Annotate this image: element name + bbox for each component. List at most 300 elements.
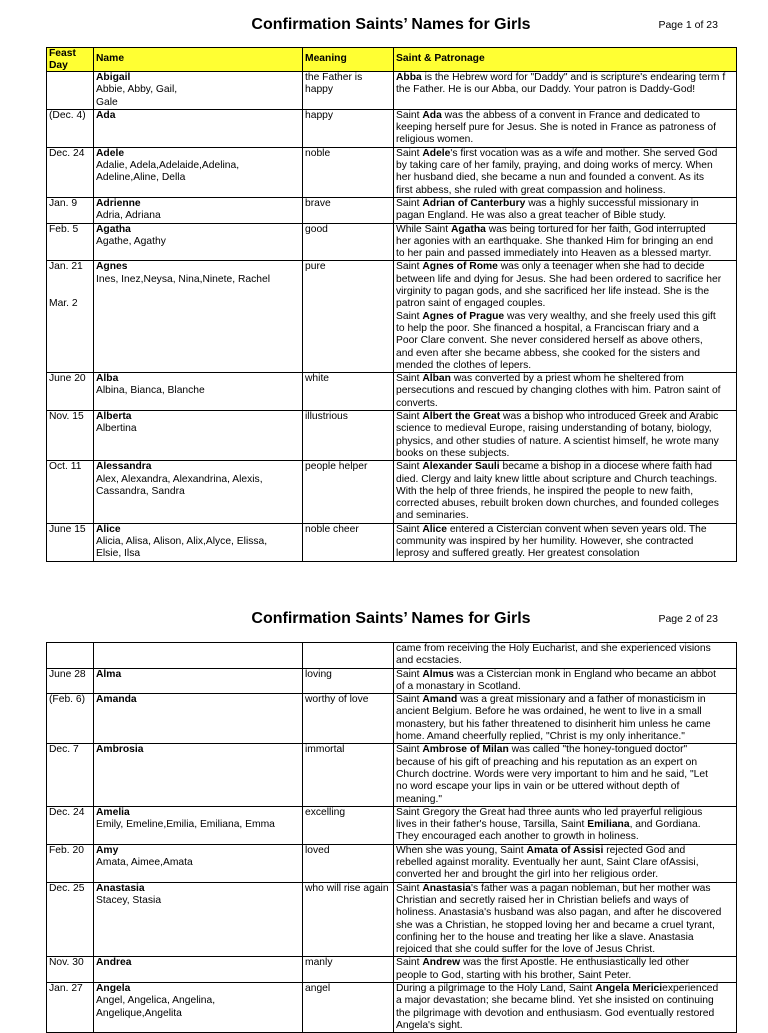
patronage-text: was a bishop who introduced Greek and Arabic <box>500 411 719 423</box>
saint-name: Andrea <box>96 957 132 969</box>
saint-name-bold: Agatha <box>450 223 486 235</box>
patronage-line <box>396 944 734 956</box>
saint-name: Ambrosia <box>96 744 144 756</box>
patronage-line <box>396 819 734 831</box>
meaning-text: white <box>305 373 330 385</box>
patronage-cell <box>394 147 737 197</box>
meaning-cell <box>303 223 394 261</box>
patronage-text: corrected abuses, rebuilt broken down churches, and founded colleges <box>396 498 719 510</box>
table-row <box>47 147 737 197</box>
name-variants: Amata, Aimee,Amata <box>96 857 193 869</box>
table-row <box>47 373 737 411</box>
feast-day-cell <box>47 882 94 957</box>
patronage-line <box>396 261 734 273</box>
feast-day-cell <box>47 373 94 411</box>
meaning-cell <box>303 261 394 373</box>
patronage-text: holiness. Anastasia's husband was also pagan, and after he discovered <box>396 907 722 919</box>
patronage-line <box>396 398 734 410</box>
patronage-line <box>396 510 734 522</box>
saint-name-bold: Emiliana <box>587 819 630 831</box>
patronage-text: her husband died, she became a nun and founded a convent. As its <box>396 172 704 184</box>
feast-day: Feb. 20 <box>49 844 84 856</box>
patronage-text: patron saint of engaged couples. <box>396 298 546 310</box>
patronage-line <box>396 524 734 536</box>
header-meaning: Meaning <box>303 48 394 72</box>
patronage-line <box>396 185 734 197</box>
patronage-text: people to God, starting with his brother, Saint Peter. <box>396 969 632 981</box>
patronage-text: They encouraged each another to growth in holiness. <box>396 831 639 843</box>
patronage-text: was the first Apostle. He enthusiastically led other <box>460 957 690 969</box>
table-row <box>47 668 737 694</box>
patronage-line <box>396 932 734 944</box>
patronage-text: Poor Clare convent. She never considered herself as above others, <box>396 335 703 347</box>
patronage-text: home. Amand cheerfully replied, "Christ is my only inheritance." <box>396 731 685 743</box>
patronage-line <box>396 669 734 681</box>
patronage-line <box>396 769 734 781</box>
patronage-line <box>396 995 734 1007</box>
feast-day-cell <box>47 197 94 223</box>
patronage-text: monastery, but his father threatened to disinherit him unless he came <box>396 718 711 730</box>
table-row <box>47 411 737 461</box>
name-cell <box>94 744 303 806</box>
saint-name: Alice <box>96 523 121 535</box>
table-header-row <box>47 48 737 72</box>
patronage-text: between life and dying for Jesus. She had been ordered to sacrifice her <box>396 273 722 285</box>
patronage-line <box>396 643 734 655</box>
name-cell <box>94 668 303 694</box>
patronage-text: experienced <box>662 983 719 995</box>
patronage-text: became a bishop in a diocese where faith had <box>499 461 712 473</box>
feast-day: Jan. 9 <box>49 197 78 209</box>
patronage-cell <box>394 744 737 806</box>
patronage-text: Saint <box>396 261 423 273</box>
patronage-text: When she was young, Saint <box>396 844 527 856</box>
patronage-line <box>396 423 734 435</box>
patronage-line <box>396 436 734 448</box>
patronage-text: Saint <box>396 373 423 385</box>
patronage-text: converted her and brought the girl into her religious order. <box>396 869 659 881</box>
patronage-line <box>396 172 734 184</box>
patronage-text: the Father. He is our Abba, our Daddy. Your patron is Daddy-God! <box>396 84 696 96</box>
patronage-text: rejoiced that she could suffer for the love of Jesus Christ. <box>396 944 656 956</box>
saint-name-bold: Ambrose of Milan <box>422 744 509 756</box>
patronage-text: Church doctrine. Words were very important to him and he said, "Let <box>396 768 708 780</box>
patronage-line <box>396 286 734 298</box>
patronage-line <box>396 274 734 286</box>
table-row <box>47 694 737 744</box>
name-cell <box>94 373 303 411</box>
saint-name-bold: Angela Merici <box>595 983 663 995</box>
patronage-text: was a Cistercian monk in England who became an abbot <box>453 668 716 680</box>
patronage-text: and seminaries. <box>396 510 469 522</box>
header-name: Name <box>94 48 303 72</box>
patronage-line <box>396 781 734 793</box>
patronage-text: books on these subjects. <box>396 447 510 459</box>
meaning-text: good <box>305 223 328 235</box>
patronage-line <box>396 160 734 172</box>
feast-day: (Feb. 6) <box>49 694 86 706</box>
feast-day-cell <box>47 806 94 844</box>
patronage-text: Saint <box>396 411 423 423</box>
patronage-text: Saint <box>396 109 423 121</box>
patronage-line <box>396 461 734 473</box>
meaning-cell <box>303 844 394 882</box>
patronage-line <box>396 84 734 96</box>
patronage-line <box>396 335 734 347</box>
name-cell <box>94 261 303 373</box>
feast-day-cell <box>47 72 94 110</box>
patronage-text: rebelled against morality. Eventually her aunt, Saint Clare ofAssisi, <box>396 857 699 869</box>
meaning-cell <box>303 523 394 561</box>
feast-day-cell <box>47 223 94 261</box>
table-row <box>47 461 737 523</box>
feast-day-spacer <box>49 274 91 286</box>
patronage-text: because of his gift of preaching and his reputation as an expert on <box>396 756 698 768</box>
saint-name-bold: Alexander Sauli <box>422 461 500 473</box>
patronage-text: a major devastation; she became blind. Yet she insisted on continuing <box>396 995 714 1007</box>
patronage-text: lives in their father's house, Tarsilla, Saint <box>396 819 588 831</box>
patronage-cell <box>394 373 737 411</box>
patronage-text: , and Gordiana. <box>629 819 701 831</box>
name-variants: Emily, Emeline,Emilia, Emiliana, Emma <box>96 819 275 831</box>
saint-name-bold: Agnes of Prague <box>422 310 505 322</box>
patronage-cell <box>394 261 737 373</box>
patronage-line <box>396 311 734 323</box>
feast-day: Nov. 30 <box>49 957 84 969</box>
patronage-line <box>396 486 734 498</box>
meaning-text: manly <box>305 957 333 969</box>
table-row <box>47 523 737 561</box>
patronage-text: of a monastary in Scotland. <box>396 680 521 692</box>
patronage-cell <box>394 461 737 523</box>
name-cell <box>94 806 303 844</box>
patronage-cell <box>394 109 737 147</box>
patronage-text: With the help of three friends, he inspired the people to new faith, <box>396 485 694 497</box>
patronage-line <box>396 706 734 718</box>
patronage-text: Saint <box>396 197 423 209</box>
patronage-line <box>396 744 734 756</box>
name-cell <box>94 72 303 110</box>
meaning-text: who will rise again <box>305 882 389 894</box>
patronage-cell <box>394 668 737 694</box>
patronage-cell <box>394 844 737 882</box>
name-cell <box>94 694 303 744</box>
patronage-text: confining her to the house and treating her like a slave. Anastasia <box>396 931 694 943</box>
name-variants: Adeline,Aline, Della <box>96 172 186 184</box>
page-number: Page 1 of 23 <box>658 19 718 31</box>
feast-day-cell <box>47 957 94 983</box>
name-cell <box>94 109 303 147</box>
patronage-line <box>396 373 734 385</box>
name-variants: Abbie, Abby, Gail, <box>96 84 178 96</box>
patronage-text: she was a Christian, he stopped loving her and became a cruel tyrant, <box>396 919 715 931</box>
name-variants: Stacey, Stasia <box>96 894 162 906</box>
saint-name-bold: Anastasia <box>422 882 471 894</box>
page-title: Confirmation Saints’ Names for Girls <box>251 16 531 33</box>
table-row <box>47 72 737 110</box>
saint-name-bold: Agnes of Rome <box>422 261 498 273</box>
feast-day: Jan. 21 <box>49 261 83 273</box>
saint-name-bold: Albert the Great <box>422 411 501 423</box>
patronage-line <box>396 794 734 806</box>
feast-day: Feb. 5 <box>49 223 79 235</box>
table-row <box>47 844 737 882</box>
name-variants: Albertina <box>96 423 137 435</box>
patronage-text: and ecstacies. <box>396 655 462 667</box>
meaning-cell <box>303 694 394 744</box>
meaning-text: loving <box>305 668 332 680</box>
patronage-text: came from receiving the Holy Eucharist, and she experienced visions <box>396 643 711 654</box>
patronage-line <box>396 323 734 335</box>
header-saint-patronage: Saint & Patronage <box>394 48 737 72</box>
patronage-line <box>396 957 734 969</box>
patronage-line <box>396 236 734 248</box>
patronage-line <box>396 498 734 510</box>
patronage-line <box>396 148 734 160</box>
patronage-text: rejected God and <box>603 844 686 856</box>
feast-day: Dec. 25 <box>49 882 85 894</box>
patronage-text: virginity to pagan gods, and she sacrificed her life instead. She is the <box>396 286 710 298</box>
patronage-text: was a highly successful missionary in <box>525 197 699 209</box>
name-variants: Elsie, Ilsa <box>96 548 141 560</box>
patronage-line <box>396 719 734 731</box>
patronage-text: was converted by a priest whom he sheltered from <box>450 373 684 385</box>
patronage-text: died. Clergy and laity knew little about scripture and Church teachings. <box>396 473 718 485</box>
saint-name: Angela <box>96 983 131 995</box>
patronage-text: leprosy and suffered greatly. Her greatest consolation <box>396 548 640 560</box>
meaning-cell <box>303 882 394 957</box>
saint-name: Adrienne <box>96 197 141 209</box>
patronage-text: keeping herself pure for Jesus. She is noted in France as patroness of <box>396 122 716 134</box>
saint-name: Alessandra <box>96 461 152 473</box>
saint-name-bold: Alice <box>422 523 447 535</box>
feast-day: (Dec. 4) <box>49 109 86 121</box>
feast-day: Dec. 7 <box>49 744 79 756</box>
patronage-line <box>396 360 734 372</box>
patronage-line <box>396 857 734 869</box>
patronage-text: converts. <box>396 397 438 409</box>
meaning-text: angel <box>305 983 331 995</box>
patronage-text: is the Hebrew word for "Daddy" and is scripture's endearing term f <box>421 72 726 83</box>
patronage-text: was a great missionary and a father of monasticism in <box>457 694 706 706</box>
patronage-cell <box>394 197 737 223</box>
feast-day-cell <box>47 411 94 461</box>
patronage-text: During a pilgrimage to the Holy Land, Saint <box>396 983 596 995</box>
patronage-cell <box>394 223 737 261</box>
table-row <box>47 983 737 1033</box>
table-row <box>47 197 737 223</box>
patronage-text: Saint <box>396 147 423 159</box>
meaning-cell <box>303 147 394 197</box>
patronage-text: Saint <box>396 744 423 756</box>
patronage-line <box>396 869 734 881</box>
patronage-text: 's first vocation was as a wife and mother. She served God <box>450 147 718 159</box>
feast-day: Dec. 24 <box>49 806 85 818</box>
meaning-cell <box>303 72 394 110</box>
meaning-text: immortal <box>305 744 345 756</box>
feast-day-cell <box>47 261 94 373</box>
patronage-line <box>396 681 734 693</box>
patronage-text: Saint <box>396 694 423 706</box>
meaning-cell <box>303 197 394 223</box>
saint-name: Alba <box>96 373 119 385</box>
patronage-line <box>396 757 734 769</box>
patronage-line <box>396 224 734 236</box>
patronage-text: Saint Gregory the Great had three aunts who led prayerful religious <box>396 806 703 818</box>
name-variants: Alex, Alexandra, Alexandrina, Alexis, <box>96 473 263 485</box>
name-variants: Albina, Bianca, Blanche <box>96 385 205 397</box>
patronage-text: 's father was a pagan nobleman, but her mother was <box>471 882 711 894</box>
saint-name-bold: Amand <box>422 694 458 706</box>
name-variants: Agathe, Agathy <box>96 235 166 247</box>
patronage-cell <box>394 643 737 669</box>
feast-day-spacer <box>49 286 91 298</box>
meaning-cell <box>303 806 394 844</box>
name-cell <box>94 957 303 983</box>
table-row <box>47 261 737 373</box>
patronage-line <box>396 448 734 460</box>
feast-day-cell <box>47 147 94 197</box>
name-variants: Alicia, Alisa, Alison, Alix,Alyce, Elissa, <box>96 535 268 547</box>
name-variants: Adalie, Adela,Adelaide,Adelina, <box>96 160 240 172</box>
saint-name-bold: Adele <box>422 147 451 159</box>
patronage-text: physics, and other studies of nature. A scientist himself, he wrote many <box>396 435 719 447</box>
meaning-cell <box>303 744 394 806</box>
meaning-text: pure <box>305 261 326 273</box>
saint-name: Amy <box>96 844 119 856</box>
name-variants: Angel, Angelica, Angelina, <box>96 995 216 1007</box>
feast-day: June 15 <box>49 523 86 535</box>
meaning-text: noble <box>305 147 331 159</box>
patronage-text: Christian and secretly raised her in Christian beliefs and ways of <box>396 894 689 906</box>
patronage-text: religious women. <box>396 134 474 146</box>
meaning-text: noble cheer <box>305 523 359 535</box>
saint-name-bold: Alban <box>422 373 451 385</box>
patronage-text: Saint <box>396 310 423 322</box>
saint-name: Ada <box>96 109 116 121</box>
meaning-cell <box>303 668 394 694</box>
patronage-text: was called "the honey-tongued doctor" <box>508 744 688 756</box>
name-variants: Ines, Inez,Neysa, Nina,Ninete, Rachel <box>96 273 270 285</box>
patronage-line <box>396 348 734 360</box>
patronage-text: her agonies with an earthquake. She thanked Him for bringing an end <box>396 235 714 247</box>
meaning-text: worthy of love <box>305 694 369 706</box>
patronage-cell <box>394 523 737 561</box>
patronage-line <box>396 907 734 919</box>
feast-day: Mar. 2 <box>49 297 78 309</box>
patronage-cell <box>394 694 737 744</box>
patronage-line <box>396 920 734 932</box>
patronage-line <box>396 1008 734 1020</box>
name-cell <box>94 223 303 261</box>
patronage-text: to her pain and passed immediately into Heaven as a blessed martyr. <box>396 248 712 260</box>
meaning-text: happy <box>305 109 334 121</box>
patronage-text: Angela's sight. <box>396 1019 463 1031</box>
patronage-text: meaning." <box>396 793 443 805</box>
patronage-line <box>396 548 734 560</box>
table-row <box>47 744 737 806</box>
name-cell <box>94 983 303 1033</box>
saint-name: Adele <box>96 147 125 159</box>
feast-day-cell <box>47 983 94 1033</box>
patronage-line <box>396 694 734 706</box>
header-feast-day: Feast Day <box>47 48 94 72</box>
saint-name: Anastasia <box>96 882 145 894</box>
patronage-text: was being tortured for her faith, God interrupted <box>485 223 706 235</box>
name-cell <box>94 523 303 561</box>
patronage-line <box>396 831 734 843</box>
patronage-cell <box>394 882 737 957</box>
patronage-line <box>396 72 734 84</box>
patronage-line <box>396 970 734 982</box>
meaning-text: excelling <box>305 806 346 818</box>
patronage-text: Saint <box>396 461 423 473</box>
name-cell <box>94 197 303 223</box>
meaning-cell <box>303 983 394 1033</box>
patronage-text: by taking care of her family, praying, and doing works of mercy. When <box>396 160 713 172</box>
feast-day: Dec. 24 <box>49 147 85 159</box>
patronage-line <box>396 731 734 743</box>
patronage-line <box>396 983 734 995</box>
saint-name: Abigail <box>96 72 131 83</box>
saint-name-bold: Abba <box>396 72 422 83</box>
patronage-line <box>396 536 734 548</box>
patronage-cell <box>394 806 737 844</box>
meaning-text: illustrious <box>305 411 348 423</box>
patronage-text: first abbess, she ruled with great compassion and holiness. <box>396 184 666 196</box>
patronage-text: the pilgrimage with devotion and enthusiasm. God eventually restored <box>396 1007 715 1019</box>
saint-name: Alberta <box>96 411 132 423</box>
table-row <box>47 957 737 983</box>
meaning-text: happy <box>305 84 334 96</box>
meaning-cell <box>303 411 394 461</box>
patronage-line <box>396 845 734 857</box>
meaning-text: loved <box>305 844 330 856</box>
saint-name: Agnes <box>96 261 128 273</box>
patronage-line <box>396 807 734 819</box>
saint-name-bold: Almus <box>422 668 454 680</box>
feast-day-cell <box>47 109 94 147</box>
patronage-cell <box>394 411 737 461</box>
patronage-line <box>396 122 734 134</box>
patronage-text: community was inspired by her humility. However, she contracted <box>396 535 694 547</box>
feast-day: June 20 <box>49 373 86 385</box>
patronage-text: Saint <box>396 957 423 969</box>
saint-name-bold: Ada <box>422 109 442 121</box>
patronage-line <box>396 134 734 146</box>
patronage-text: Saint <box>396 523 423 535</box>
name-cell <box>94 844 303 882</box>
page-1-header <box>46 14 736 38</box>
patronage-line <box>396 655 734 667</box>
table-row <box>47 882 737 957</box>
feast-day: Nov. 15 <box>49 411 84 423</box>
name-variants: Cassandra, Sandra <box>96 485 185 497</box>
patronage-text: While Saint <box>396 223 451 235</box>
patronage-text: was the abbess of a convent in France and dedicated to <box>441 109 700 121</box>
patronage-cell <box>394 983 737 1033</box>
patronage-line <box>396 385 734 397</box>
table-row <box>47 643 737 669</box>
feast-day-cell <box>47 668 94 694</box>
saint-name: Agatha <box>96 223 131 235</box>
meaning-text: people helper <box>305 461 368 473</box>
patronage-text: mended the clothes of lepers. <box>396 359 532 371</box>
feast-day-spacer <box>49 72 91 84</box>
feast-day-cell <box>47 744 94 806</box>
name-variants: Adria, Adriana <box>96 210 161 222</box>
name-cell <box>94 411 303 461</box>
